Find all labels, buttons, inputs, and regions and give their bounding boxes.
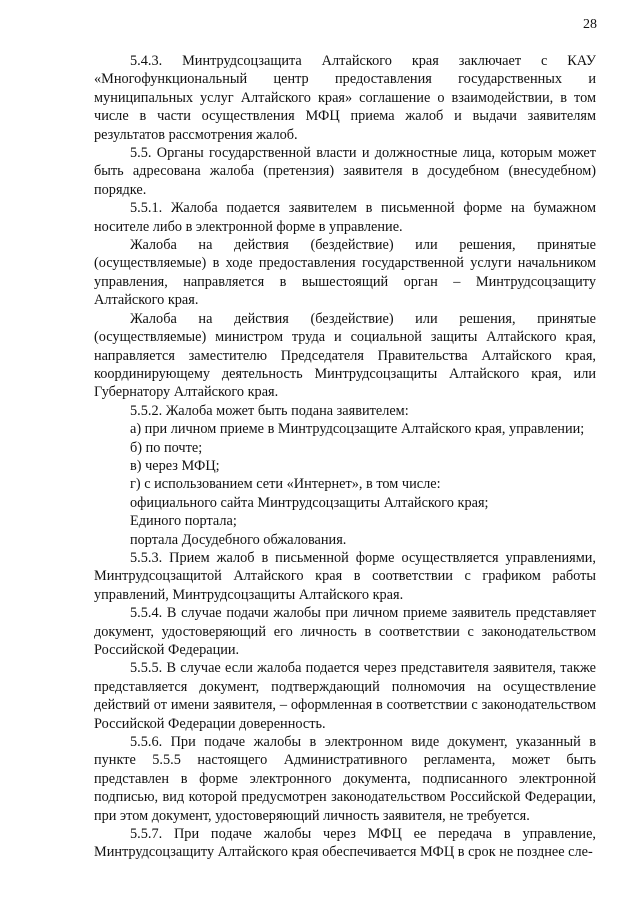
paragraph-5-5-5: 5.5.5. В случае если жалоба подается через представителя заявителя, также представляется документ, подтверждающий полномочия на осуществление действий от имени заявителя, – оформленная в соответствии с законодательством Российской Федерации доверенность. [94, 660, 596, 732]
list-item-unified-portal: Единого портала; [130, 513, 237, 530]
document-body [94, 52, 596, 862]
paragraph-complaint-head: Жалоба на действия (бездействие) или решения, принятые (осуществляемые) в ходе предоставления государственной услуги начальником управления, направляется в вышестоящий орган – Минтрудсоцзащиту Алтайского края. [94, 237, 596, 309]
list-item-b: б) по почте; [130, 439, 203, 456]
paragraph-5-5-1: 5.5.1. Жалоба подается заявителем в письменной форме на бумажном носителе либо в электронной форме в управление. [94, 200, 596, 235]
paragraph-5-5-6: 5.5.6. При подаче жалобы в электронном виде документ, указанный в пункте 5.5.5 настоящего Административного регламента, может быть представлен в форме электронного документа, подписанного электронной подписью, вид которой предусмотрен законодательством Российской Федерации, при этом документ, удостоверяющий личность заявителя, не требуется. [94, 734, 596, 824]
paragraph-5-5-3: 5.5.3. Прием жалоб в письменной форме осуществляется управлениями, Минтрудсоцзащитой Алтайского края в соответствии с графиком работы управлений, Минтрудсоцзащиты Алтайского края. [94, 549, 596, 603]
paragraph-5-5-7: 5.5.7. При подаче жалобы через МФЦ ее передача в управление, Минтрудсоцзащиту Алтайского края обеспечивается МФЦ в срок не позднее сле- [94, 826, 596, 861]
paragraph-5-4-3: 5.4.3. Минтрудсоцзащита Алтайского края заключает с КАУ «Многофункциональный центр предоставления государственных и муниципальных услуг Алтайского края» соглашение о взаимодействии, в том числе в части осуществления МФЦ приема жалоб и выдачи заявителям результатов рассмотрения жалоб. [94, 53, 596, 143]
paragraph-complaint-minister: Жалоба на действия (бездействие) или решения, принятые (осуществляемые) министром труда и социальной защиты Алтайского края, направляется заместителю Председателя Правительства Алтайского края, координирующему деятельность Минтрудсоцзащиты Алтайского края, или Губернатору Алтайского края. [94, 310, 596, 401]
list-item-a: а) при личном приеме в Минтрудсоцзащите Алтайского края, управлении; [130, 421, 585, 438]
list-item-appeal-portal: портала Досудебного обжалования. [130, 531, 347, 548]
list-item-v: в) через МФЦ; [130, 457, 220, 474]
list-item-g: г) с использованием сети «Интернет», в том числе: [130, 476, 441, 493]
paragraph-5-5-2: 5.5.2. Жалоба может быть подана заявителем: [130, 402, 409, 419]
paragraph-5-5: 5.5. Органы государственной власти и должностные лица, которым может быть адресована жалоба (претензия) заявителя в досудебном (внесудебном) порядке. [94, 145, 596, 198]
list-item-official-site: официального сайта Минтрудсоцзащиты Алтайского края; [130, 494, 489, 511]
paragraph-5-5-4: 5.5.4. В случае подачи жалобы при личном приеме заявитель представляет документ, удостоверяющий его личность в соответствии с законодательством Российской Федерации. [94, 605, 596, 658]
page-number: 28 [583, 17, 597, 32]
